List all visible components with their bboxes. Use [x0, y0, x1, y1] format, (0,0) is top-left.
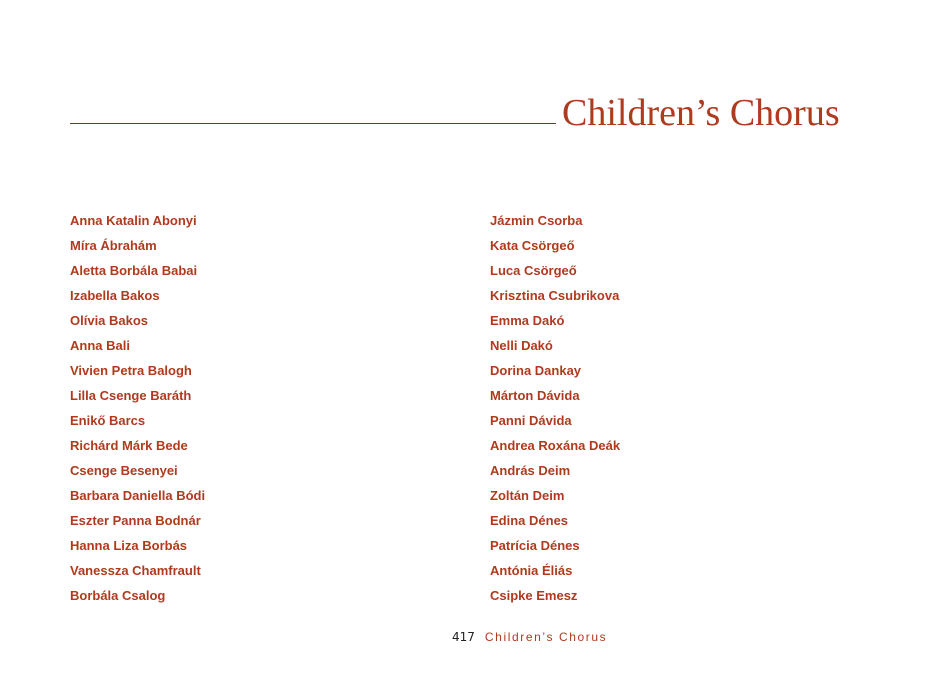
list-item: Patrícia Dénes [490, 538, 580, 553]
list-item: Enikő Barcs [70, 413, 146, 428]
running-title: Children’s Chorus [484, 630, 608, 644]
list-item: Eszter Panna Bodnár [70, 513, 201, 528]
list-item: Aletta Borbála Babai [70, 263, 198, 278]
list-item: Luca Csörgeő [490, 263, 577, 278]
list-item: Krisztina Csubrikova [490, 288, 620, 303]
list-item: Richárd Márk Bede [70, 438, 188, 453]
name-list-right [490, 208, 620, 608]
list-item: Dorina Dankay [490, 363, 582, 378]
page-title: Children’s Chorus [562, 92, 840, 134]
page-number: 417 [452, 630, 475, 644]
list-item: Panni Dávida [490, 413, 572, 428]
name-list-left [70, 208, 205, 608]
list-item: Zoltán Deim [490, 488, 565, 503]
page-footer [452, 627, 607, 647]
list-item: András Deim [490, 463, 571, 478]
list-item: Andrea Roxána Deák [490, 438, 621, 453]
title-rule [70, 123, 556, 124]
list-item: Csenge Besenyei [70, 463, 178, 478]
list-item: Edina Dénes [490, 513, 569, 528]
list-item: Csipke Emesz [490, 588, 578, 603]
list-item: Míra Ábrahám [70, 238, 157, 253]
list-item: Kata Csörgeő [490, 238, 575, 253]
list-item: Borbála Csalog [70, 588, 166, 603]
list-item: Lilla Csenge Baráth [70, 388, 192, 403]
list-item: Anna Bali [70, 338, 130, 353]
list-item: Nelli Dakó [490, 338, 553, 353]
list-item: Anna Katalin Abonyi [70, 213, 197, 228]
list-item: Jázmin Csorba [490, 213, 583, 228]
list-item: Barbara Daniella Bódi [70, 488, 206, 503]
list-item: Vanessza Chamfrault [70, 563, 201, 578]
list-item: Márton Dávida [490, 388, 580, 403]
list-item: Antónia Éliás [490, 563, 573, 578]
list-item: Izabella Bakos [70, 288, 160, 303]
list-item: Hanna Liza Borbás [70, 538, 188, 553]
list-item: Olívia Bakos [70, 313, 149, 328]
list-item: Emma Dakó [490, 313, 565, 328]
list-item: Vivien Petra Balogh [70, 363, 192, 378]
